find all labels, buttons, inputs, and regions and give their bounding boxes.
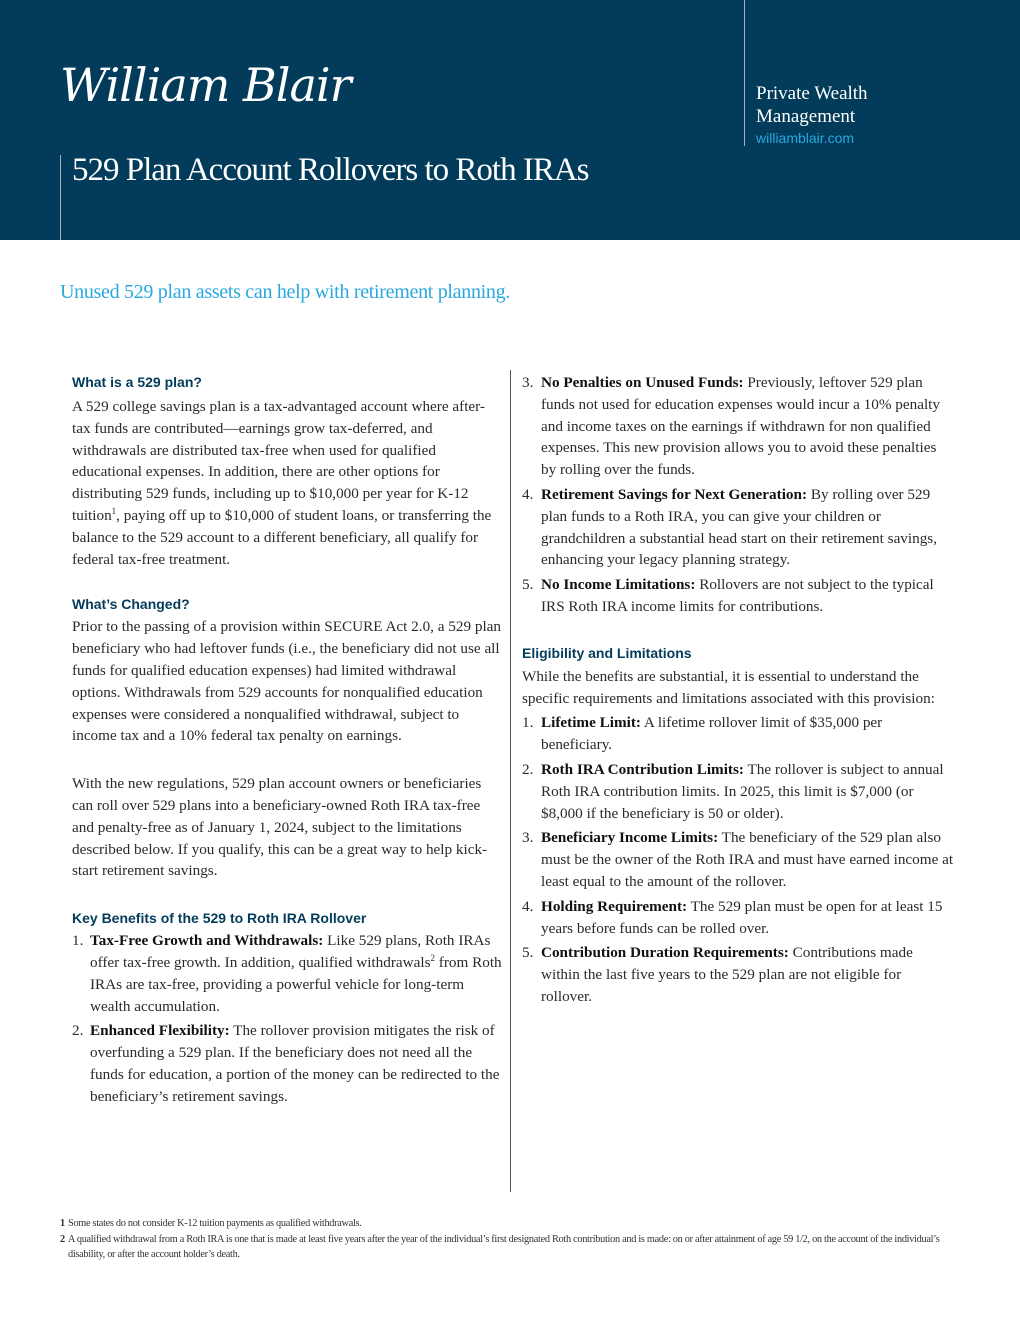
website-link[interactable]: williamblair.com <box>756 130 855 146</box>
header-divider <box>744 0 745 146</box>
section-heading-whats-changed: What’s Changed? <box>72 596 190 613</box>
title-rule <box>60 155 61 240</box>
header-band <box>0 0 1020 240</box>
list-item: 3. No Penalties on Unused Funds: Previously, leftover 529 plan funds not used for education expenses would incur a 10% penalty and income taxes on the earnings if withdrawn for non qualified expenses. This new provision allows you to avoid these penalties by rolling over the funds. <box>522 374 940 479</box>
list-item: 2. Roth IRA Contribution Limits: The rollover is subject to annual Roth IRA contribution limits. In 2025, this limit is $7,000 (or $8,000 if the beneficiary is 50 or older). <box>522 760 944 822</box>
section-heading-eligibility: Eligibility and Limitations <box>522 644 692 661</box>
page-subtitle: Unused 529 plan assets can help with retirement planning. <box>60 281 511 303</box>
list-item: 3. Beneficiary Income Limits: The beneficiary of the 529 plan also must be the owner of the Roth IRA and must have earned income at least equal to the amount of the rollover. <box>522 829 954 890</box>
key-benefits-list <box>72 930 502 1107</box>
column-divider <box>510 370 511 1192</box>
footnote-2: 2 A qualified withdrawal from a Roth IRA is one that is made at least five years after the year of the individual’s first designated Roth contribution and is made: on or after attainment of age 59 1/2, on the account of the individual’s disability, or after the account holder’s death. <box>60 1233 940 1260</box>
whats-changed-paragraph-2: With the new regulations, 529 plan account owners or beneficiaries can roll over 529 plans into a beneficiary-owned Roth IRA tax-free and penalty-free as of January 1, 2024, subject to the limitations described below. If you qualify, this can be a great way to help kick-start retirement savings. <box>72 775 488 880</box>
list-item: 5. Contribution Duration Requirements: Contributions made within the last five years to the 529 plan are not eligible for rollover. <box>522 944 913 1005</box>
limitations-list <box>522 712 954 1007</box>
section-heading-key-benefits: Key Benefits of the 529 to Roth IRA Rollover <box>72 910 367 927</box>
left-column <box>72 372 502 1111</box>
footnote-ref-1: 1 <box>111 505 117 516</box>
whats-changed-paragraph-1: Prior to the passing of a provision within SECURE Act 2.0, a 529 plan beneficiary who had leftover funds (i.e., the beneficiary did not use all funds for qualified education expenses) had limited withdrawal options. Withdrawals from 529 accounts for nonqualified education expenses were considered a nonqualified withdrawal, subject to income tax and a 10% federal tax penalty on earnings. <box>72 618 502 745</box>
footnotes <box>60 1216 960 1263</box>
right-column <box>522 372 954 1011</box>
list-item: 4. Holding Requirement: The 529 plan must be open for at least 15 years before funds can be rolled over. <box>522 897 943 937</box>
section-heading-what-is-529: What is a 529 plan? <box>72 374 202 390</box>
page-title: 529 Plan Account Rollovers to Roth IRAs <box>72 152 589 188</box>
what-is-529-paragraph: A 529 college savings plan is a tax-advantaged account where after-tax funds are contributed—earnings grow tax-deferred, and withdrawals are distributed tax-free when used for qualified educational expenses. In addition, there are other options for distributing 529 funds, including up to $10,000 per year for K-12 tuition$^1$, paying off up to $10,000 of student loans, or transferring the balance to the 529 account to a different beneficiary, all qualify for federal tax-free treatment. <box>72 398 492 568</box>
list-item: 2. Enhanced Flexibility: The rollover provision mitigates the risk of overfunding a 529 plan. If the beneficiary does not need all the funds for education, a portion of the money can be redirected to the beneficiary’s retirement savings. <box>72 1022 500 1105</box>
footnote-ref-2: 2 <box>430 952 435 963</box>
division-name <box>756 82 868 128</box>
list-item: 1. Tax-Free Growth and Withdrawals: Like 529 plans, Roth IRAs offer tax-free growth. In addition, qualified withdrawals$^2$ from Roth IRAs are tax-free, providing a powerful vehicle for long-term wealth accumulation. <box>72 932 502 1015</box>
division-line-2: Management <box>756 106 856 127</box>
list-item: 5. No Income Limitations: Rollovers are not subject to the typical IRS Roth IRA income limits for contributions. <box>522 576 934 615</box>
footnote-1: 1 Some states do not consider K-12 tuition payments as qualified withdrawals. <box>60 1218 362 1229</box>
key-benefits-list-continued <box>522 372 954 618</box>
division-line-1: Private Wealth <box>756 83 868 104</box>
list-item: 1. Lifetime Limit: A lifetime rollover limit of $35,000 per beneficiary. <box>522 714 883 754</box>
eligibility-paragraph: While the benefits are substantial, it is essential to understand the specific requirements and limitations associated with this provision: <box>522 667 935 707</box>
william-blair-logo: William Blair <box>60 58 351 112</box>
list-item: 4. Retirement Savings for Next Generation: By rolling over 529 plan funds to a Roth IRA, you can give your children or grandchildren a substantial head start on their retirement savings, enhancing your legacy planning strategy. <box>522 485 938 569</box>
